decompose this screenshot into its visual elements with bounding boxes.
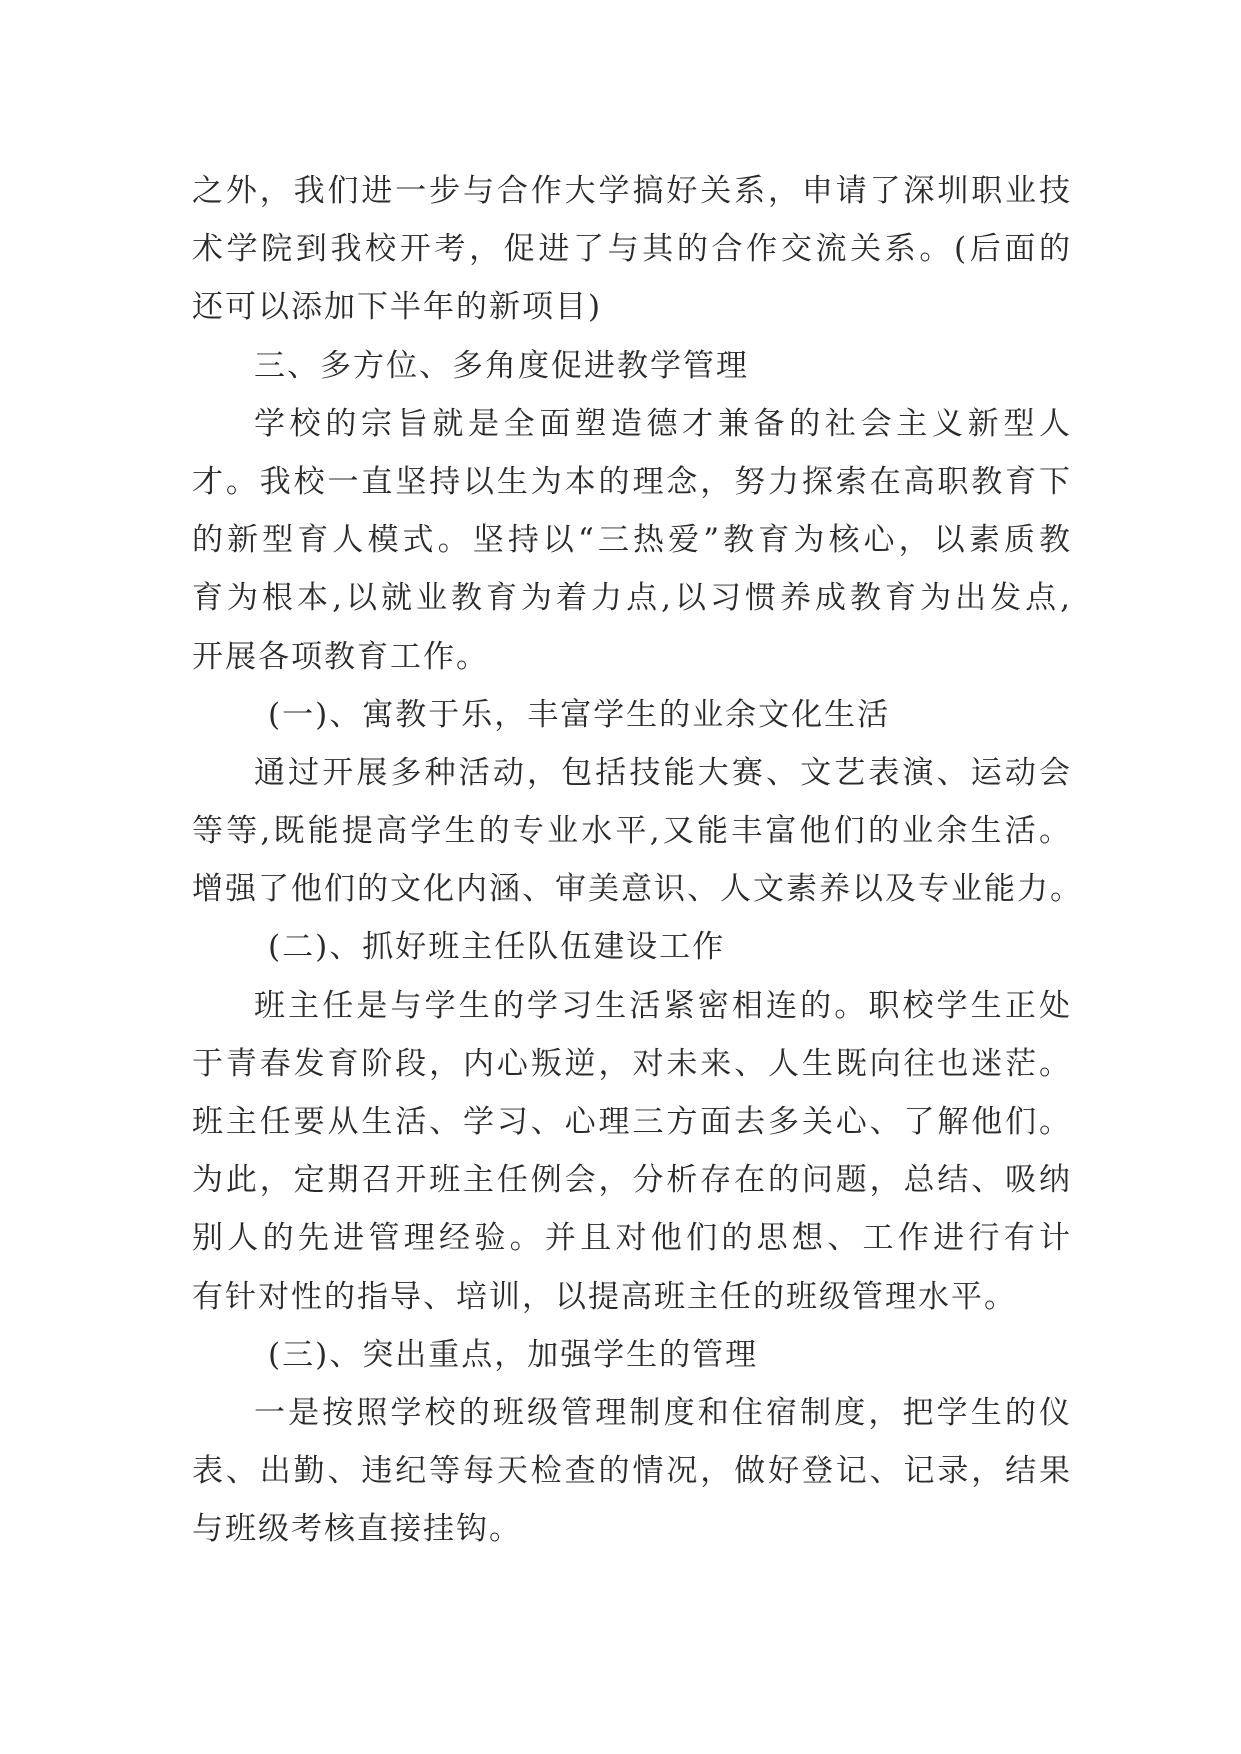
text-line: 开展各项教育工作。 — [192, 638, 489, 675]
text-line: 班主任要从生活、学习、心理三方面去多关心、了解他们。 — [192, 1104, 1072, 1140]
text-line: 学校的宗旨就是全面塑造德才兼备的社会主义新型人 — [254, 405, 1072, 442]
text-line: 的新型育人模式。坚持以“三热爱”教育为核心，以素质教 — [192, 522, 1072, 559]
text-line: 一是按照学校的班级管理制度和住宿制度，把学生的仪 — [254, 1394, 1072, 1431]
paragraph — [192, 395, 1072, 686]
text-line: 别人的先进管理经验。并且对他们的思想、工作进行有计 — [192, 1220, 1072, 1257]
subsection-heading — [192, 1326, 1072, 1384]
text-line: 表、出勤、违纪等每天检查的情况，做好登记、记录，结果 — [192, 1453, 1072, 1490]
paragraph — [192, 744, 1083, 919]
paragraph-continued — [192, 162, 1072, 337]
text-line: 班主任是与学生的学习生活紧密相连的。职校学生正处 — [254, 987, 1072, 1024]
heading-text: (二)、抓好班主任队伍建设工作 — [268, 929, 726, 966]
text-line: 于青春发育阶段，内心叛逆，对未来、人生既向往也迷茫。 — [192, 1045, 1072, 1082]
text-line: 术学院到我校开考，促进了与其的合作交流关系。(后面的 — [192, 231, 1072, 268]
text-line: 还可以添加下半年的新项目) — [192, 289, 603, 326]
text-line: 为此，定期召开班主任例会，分析存在的问题，总结、吸纳 — [192, 1162, 1072, 1199]
subsection-heading — [192, 686, 1072, 744]
subsection-heading — [192, 918, 1072, 976]
text-line: 才。我校一直坚持以生为本的理念，努力探索在高职教育下 — [192, 463, 1072, 500]
text-line: 与班级考核直接挂钩。 — [192, 1511, 522, 1548]
text-line: 通过开展多种活动，包括技能大赛、文艺表演、运动会 — [254, 754, 1072, 791]
document-body — [192, 162, 1083, 1559]
paragraph — [192, 1384, 1072, 1559]
text-line: 增强了他们的文化内涵、审美意识、人文素养以及专业能力。 — [192, 871, 1083, 908]
text-line: 育为根本,以就业教育为着力点,以习惯养成教育为出发点, — [192, 580, 1072, 617]
section-heading — [192, 337, 1072, 395]
text-line: 有针对性的指导、培训，以提高班主任的班级管理水平。 — [192, 1278, 1017, 1315]
text-line: 之外，我们进一步与合作大学搞好关系，申请了深圳职业技 — [192, 173, 1072, 209]
text-line: 等等,既能提高学生的专业水平,又能丰富他们的业余生活。 — [192, 813, 1072, 850]
heading-text: 三、多方位、多角度促进教学管理 — [254, 347, 749, 384]
heading-text: (三)、突出重点，加强学生的管理 — [268, 1336, 759, 1373]
paragraph — [192, 977, 1072, 1326]
heading-text: (一)、寓教于乐，丰富学生的业余文化生活 — [268, 696, 891, 733]
